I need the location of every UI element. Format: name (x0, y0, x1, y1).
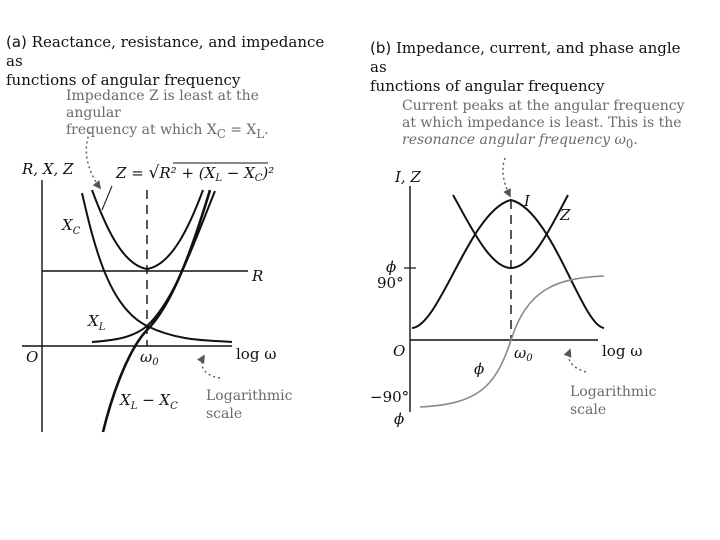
panel-a-title-line2: functions of angular frequency (6, 71, 241, 89)
panel-b-z-label: Z (560, 206, 571, 224)
panel-a-diff-main: X (120, 391, 131, 409)
panel-a-note-line2: frequency at which X (66, 122, 217, 138)
panel-a-y-axis-label: R, X, Z (22, 160, 74, 178)
panel-a-xc-label (61, 216, 81, 237)
panel-b-90-label: 90° (377, 274, 404, 292)
panel-a-note-end: . (264, 122, 269, 138)
panel-b-diagram (370, 158, 657, 428)
panel-a-log-note-2: scale (206, 406, 243, 422)
panel-a-r-label: R (252, 267, 264, 285)
panel-a-formula-right: R² + (X (159, 164, 216, 182)
panel-a-formula (115, 163, 274, 184)
panel-a-diff-mid: − X (137, 391, 171, 409)
panel-a-note-line1: Impedance Z is least at the angular (66, 88, 259, 121)
panel-b-note-arrow (503, 158, 510, 196)
panel-a-xl-label (87, 312, 106, 333)
panel-a-formula-sub-l: L (215, 173, 222, 184)
panel-b-title-line1: Impedance, current, and phase angle as (370, 39, 681, 76)
panel-a-diagram (21, 132, 293, 432)
panel-a-formula-minus: − X (221, 164, 255, 182)
panel-a-formula-leader (102, 186, 112, 210)
panel-a-note-arrow (86, 132, 100, 188)
panel-a-omega0-sub: 0 (152, 357, 159, 368)
panel-a-origin-label: O (26, 348, 39, 366)
panel-a-xc-label-main: X (62, 216, 73, 234)
panel-b-note-line3-sub: 0 (625, 136, 634, 151)
panel-a-log-arrow (202, 356, 220, 378)
panel-b-log-note-2: scale (570, 402, 607, 418)
panel-b-log-note-1: Logarithmic (570, 384, 657, 400)
panel-b-note-line1: Current peaks at the angular frequency (402, 98, 685, 114)
panel-b-minus90-label: −90° (370, 388, 410, 406)
panel-b-omega0-label (514, 344, 533, 364)
panel-b-phi-bottom-label: ϕ (394, 410, 405, 428)
panel-b-omega0-sub: 0 (526, 353, 533, 364)
panel-a-tag: (a) (6, 33, 27, 51)
panel-a-omega0-label (140, 348, 159, 368)
panel-b-phi-curve-label: ϕ (474, 360, 485, 378)
panel-a-diff-sub2: C (170, 401, 178, 412)
panel-b-note-line3-end: . (633, 132, 638, 148)
panel-a-note-sub-l: L (256, 126, 265, 141)
panel-a-xc-label-sub: C (72, 226, 81, 237)
panel-a-logw-label: log ω (236, 345, 277, 363)
panel-b-omega0-main: ω (514, 344, 527, 362)
panel-a-formula-left: Z = (116, 164, 149, 182)
panel-a-xl-label-sub: L (98, 322, 106, 333)
panel-b-phi-top-label: ϕ (386, 258, 397, 276)
panel-a-note-eq: = X (225, 122, 257, 138)
panel-a-title-line1: Reactance, resistance, and impedance as (6, 33, 325, 70)
panel-a-log-note-1: Logarithmic (206, 388, 293, 404)
panel-b-log-arrow (569, 350, 586, 372)
panel-a-diff-label (119, 391, 178, 412)
panel-a-note-sub-c: C (216, 126, 226, 141)
panel-b-note-line3: resonance angular frequency ω (402, 132, 626, 148)
panel-b-i-label: I (524, 192, 530, 210)
panel-a-omega0-main: ω (140, 348, 153, 366)
panel-b-note-line2: at which impedance is least. This is the (402, 115, 682, 131)
panel-a-formula-sub-c: C (254, 173, 263, 184)
panel-b-origin-label: O (393, 342, 406, 360)
panel-b-i-curve (412, 200, 604, 328)
panel-b-y-axis-label: I, Z (395, 168, 421, 186)
panel-b-title-line2: functions of angular frequency (370, 77, 605, 95)
panel-a-xl-label-main: X (88, 312, 99, 330)
panel-b-tag: (b) (370, 39, 392, 57)
sqrt-symbol: √ (148, 163, 160, 183)
panel-a-diff-sub1: L (130, 401, 138, 412)
panel-a-formula-close: )² (262, 164, 275, 182)
panel-b-logw-label: log ω (602, 342, 643, 360)
